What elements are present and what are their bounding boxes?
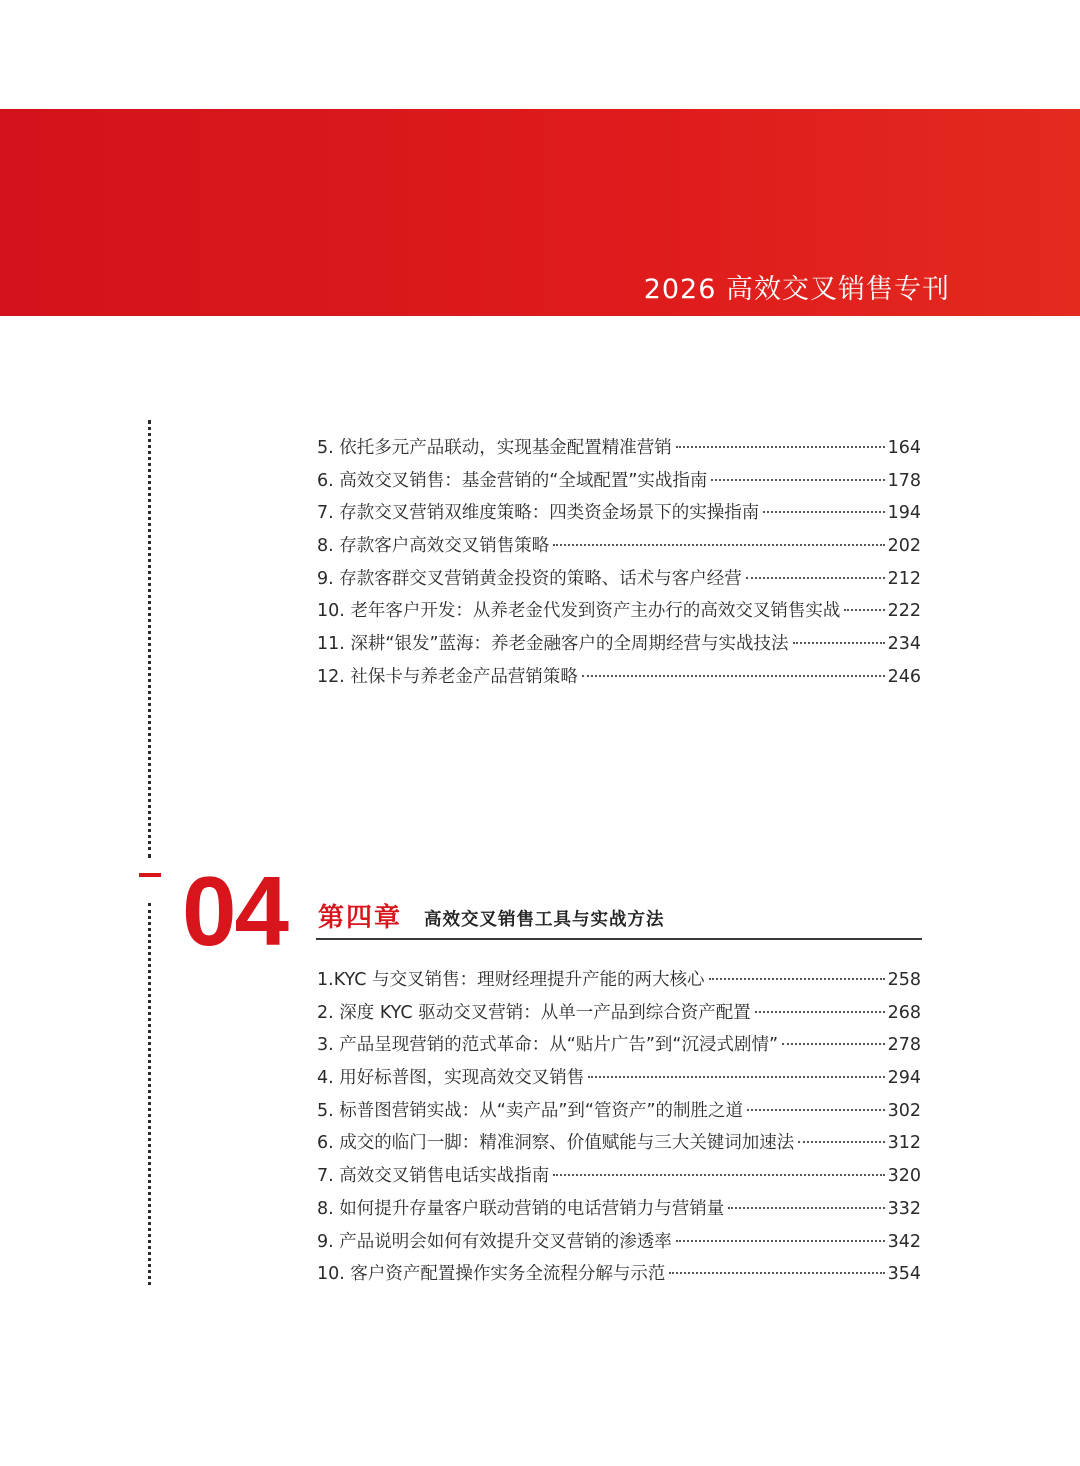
toc-entry[interactable] [317,663,921,696]
toc-leader-dots [669,1272,884,1274]
toc-entry-title: 8. 如何提升存量客户联动营销的电话营销力与营销量 [317,1198,725,1219]
toc-entry[interactable] [317,1260,921,1293]
toc-entry-title: 9. 产品说明会如何有效提升交叉营销的渗透率 [317,1231,672,1252]
toc-leader-dots [582,675,885,677]
toc-entry[interactable] [317,1031,921,1064]
toc-entry-page: 342 [887,1231,921,1252]
toc-entry-page: 258 [887,970,921,990]
toc-entry-title: 7. 存款交叉营销双维度策略：四类资金场景下的实操指南 [317,503,760,524]
toc-entry-title: 1.KYC 与交叉销售：理财经理提升产能的两大核心 [317,970,705,990]
chapter-marker-dash [139,873,161,877]
toc-leader-dots [588,1076,884,1078]
toc-entry-page: 202 [887,536,921,557]
toc-entry[interactable] [317,565,921,598]
chapter-number: 04 [182,856,288,966]
toc-leader-dots [844,609,884,611]
toc-entry[interactable] [317,499,921,532]
toc-entry-title: 10. 老年客户开发：从养老金代发到资产主办行的高效交叉销售实战 [317,601,841,622]
toc-entry[interactable] [317,532,921,565]
toc-leader-dots [676,1240,885,1242]
toc-leader-dots [798,1141,884,1143]
toc-entry-page: 312 [887,1133,921,1154]
chapter-divider [316,938,922,940]
toc-entry[interactable] [317,1195,921,1228]
toc-entry-page: 178 [887,470,921,491]
toc-entry-title: 8. 存款客户高效交叉销售策略 [317,536,550,557]
toc-entry-title: 5. 标普图营销实战：从“卖产品”到“管资产”的制胜之道 [317,1100,744,1121]
toc-entry[interactable] [317,1162,921,1195]
toc-leader-dots [553,544,884,546]
toc-entry-page: 278 [887,1035,921,1056]
toc-entry[interactable] [317,999,921,1032]
toc-leader-dots [728,1207,884,1209]
toc-entry[interactable] [317,1064,921,1097]
dotted-margin-line-top [148,420,151,858]
toc-entry-title: 6. 成交的临门一脚：精准洞察、价值赋能与三大关键词加速法 [317,1133,795,1154]
toc-leader-dots [676,446,885,448]
toc-leader-dots [746,577,885,579]
toc-entry-title: 4. 用好标普图，实现高效交叉销售 [317,1068,585,1089]
toc-leader-dots [763,511,884,513]
toc-leader-dots [711,479,884,481]
toc-entry-page: 268 [887,1002,921,1023]
toc-entry-title: 9. 存款客群交叉营销黄金投资的策略、话术与客户经营 [317,568,742,589]
toc-leader-dots [793,642,885,644]
toc-entry[interactable] [317,630,921,663]
toc-entry[interactable] [317,966,921,999]
toc-entry-page: 302 [887,1100,921,1121]
toc-entry-title: 7. 高效交叉销售电话实战指南 [317,1166,550,1187]
toc-entry-title: 5. 依托多元产品联动，实现基金配置精准营销 [317,438,672,458]
publication-title: 2026 高效交叉销售专刊 [643,274,950,305]
toc-entry-page: 222 [887,601,921,622]
toc-entry-title: 2. 深度 KYC 驱动交叉营销：从单一产品到综合资产配置 [317,1002,751,1023]
toc-entry[interactable] [317,1129,921,1162]
header-banner [0,109,1080,316]
toc-entry-page: 332 [887,1198,921,1219]
chapter-label: 第四章 [318,903,403,933]
toc-entry[interactable] [317,434,921,467]
toc-entry-title: 3. 产品呈现营销的范式革命：从“贴片广告”到“沉浸式剧情” [317,1035,779,1056]
dotted-margin-line-bottom [148,903,151,1285]
toc-entry-title: 6. 高效交叉销售：基金营销的“全域配置”实战指南 [317,470,708,491]
chapter-title: 高效交叉销售工具与实战方法 [424,910,665,930]
toc-entry-page: 164 [887,438,921,458]
toc-entry[interactable] [317,597,921,630]
toc-entry[interactable] [317,1228,921,1261]
toc-leader-dots [782,1043,885,1045]
toc-entry-title: 10. 客户资产配置操作实务全流程分解与示范 [317,1264,666,1285]
toc-entry-page: 354 [887,1264,921,1285]
toc-entry[interactable] [317,1097,921,1130]
toc-leader-dots [747,1109,885,1111]
toc-entry-page: 320 [887,1166,921,1187]
toc-leader-dots [553,1174,884,1176]
toc-entry-page: 246 [887,666,921,687]
toc-entry[interactable] [317,467,921,500]
toc-entry-page: 294 [887,1068,921,1089]
toc-entry-page: 234 [887,634,921,655]
toc-section-chapter-4 [317,966,921,1293]
toc-entry-title: 12. 社保卡与养老金产品营销策略 [317,666,578,687]
toc-leader-dots [709,978,885,980]
toc-entry-title: 11. 深耕“银发”蓝海：养老金融客户的全周期经营与实战技法 [317,634,789,655]
toc-entry-page: 194 [887,503,921,524]
toc-leader-dots [755,1011,885,1013]
toc-section-continued [317,434,921,696]
toc-entry-page: 212 [887,568,921,589]
